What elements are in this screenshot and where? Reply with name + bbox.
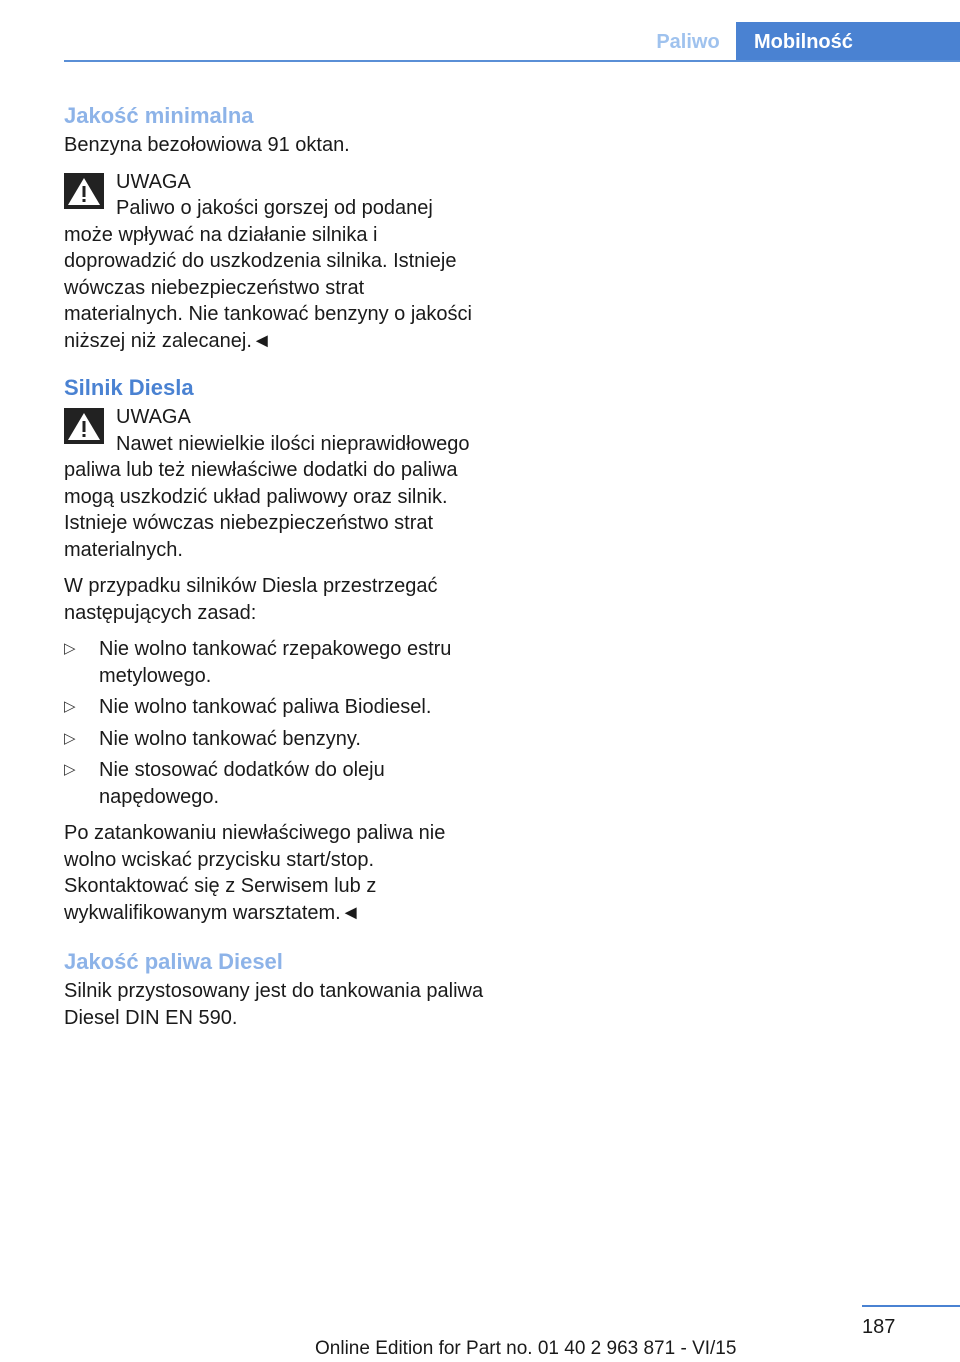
triangle-bullet-icon: ▷ [64, 761, 76, 778]
list-item: ▷ Nie wolno tankować paliwa Biodiesel. [64, 694, 484, 721]
warning-triangle-icon [64, 173, 104, 209]
warning-text: Paliwo o jakości gorszej od podanej może wpływać na działanie silnika i doprowadzić do uszkodzenia silnika. Istnieje wówczas niebezpieczeństwo strat materialnych. Nie tankować benzyny o jakości niższej niż zalecanej.◄ [64, 197, 472, 352]
bullet-list [64, 636, 484, 810]
page-number: 187 [862, 1316, 896, 1338]
paragraph-benzyna: Benzyna bezołowiowa 91 oktan. [64, 134, 350, 156]
triangle-bullet-icon: ▷ [64, 640, 76, 657]
list-item: ▷ Nie stosować dodatków do oleju napędowego. [64, 759, 385, 808]
warning-block-1 [64, 169, 484, 355]
section-heading-silnik-diesla: Silnik Diesla [64, 375, 194, 400]
paragraph-intro: W przypadku silników Diesla przestrzegać następujących zasad: [64, 575, 438, 624]
warning-title: UWAGA [116, 406, 191, 428]
list-item: ▷ Nie wolno tankować rzepakowego estru metylowego. [64, 638, 452, 687]
section-heading-jakosc-paliwa-diesel: Jakość paliwa Diesel [64, 949, 283, 974]
triangle-bullet-icon: ▷ [64, 729, 76, 747]
footer-divider [862, 1305, 960, 1307]
list-item: ▷ Nie wolno tankować benzyny. [64, 726, 484, 753]
header-tab-paliwo[interactable]: Paliwo [656, 30, 720, 53]
warning-block-2 [64, 404, 484, 563]
warning-title: UWAGA [116, 170, 191, 193]
triangle-bullet-icon: ▷ [64, 698, 76, 715]
paragraph-diesel: Silnik przystosowany jest do tankowania paliwa Diesel DIN EN 590. [64, 980, 484, 1029]
paragraph-closing: Po zatankowaniu niewłaściwego paliwa nie wolno wciskać przycisku start/stop. Skontaktować się z Serwisem lub z wykwalifikowanym warsztatem.◄ [64, 822, 446, 924]
header-divider [64, 60, 960, 62]
header-tab-mobilnosc[interactable]: Mobilność [736, 22, 960, 62]
warning-triangle-icon [64, 408, 104, 444]
section-heading-jakosc-minimalna: Jakość minimalna [64, 103, 254, 128]
warning-text: Nawet niewielkie ilości nieprawidłowego paliwa lub też niewłaściwe dodatki do paliwa mogą uszkodzić układ paliwowy oraz silnik. Istnieje wówczas niebezpieczeństwo strat materialnych. [64, 432, 470, 561]
edition-footer: Online Edition for Part no. 01 40 2 963 871 - VI/15 [315, 1338, 737, 1359]
main-content [64, 100, 484, 1041]
